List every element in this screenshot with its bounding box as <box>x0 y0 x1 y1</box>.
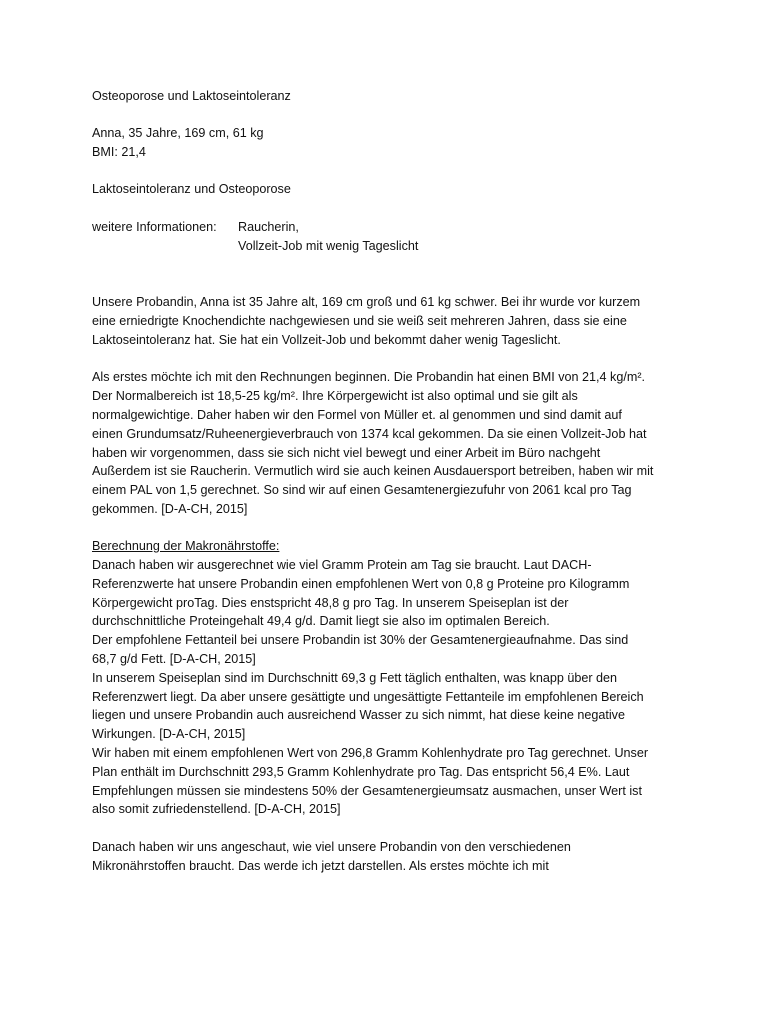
document-title: Osteoporose und Laktoseintoleranz <box>92 89 291 103</box>
profile-line-1: Anna, 35 Jahre, 169 cm, 61 kg <box>92 126 264 140</box>
para3-line: Der empfohlene Fettanteil bei unsere Probandin ist 30% der Gesamtenergieaufnahme. Das sind <box>92 633 629 647</box>
para1-line: Unsere Probandin, Anna ist 35 Jahre alt, 169 cm groß und 61 kg schwer. Bei ihr wurde vor kurzem <box>92 295 641 309</box>
para2-line: Außerdem ist sie Raucherin. Vermutlich wird sie auch keinen Ausdauersport betreiben, haben wir mit <box>92 464 654 478</box>
para2-line: Als erstes möchte ich mit den Rechnungen beginnen. Die Probandin hat einen BMI von 21,4 kg/m². <box>92 370 646 384</box>
para2-line: Der Normalbereich ist 18,5-25 kg/m². Ihre Körpergewicht ist also optimal und sie gilt als <box>92 389 578 403</box>
para3-line: Plan enthält im Durchschnitt 293,5 Gramm Kohlenhydrate pro Tag. Das entspricht 56,4 E%. Laut <box>92 765 630 779</box>
info-item-2: Vollzeit-Job mit wenig Tageslicht <box>238 239 419 253</box>
para2-line: normalgewichtige. Daher haben wir den Formel von Müller et. al genommen und sind damit auf <box>92 408 622 422</box>
para1-line: Laktoseintoleranz hat. Sie hat ein Vollzeit-Job und bekommt daher wenig Tageslicht. <box>92 333 561 347</box>
para2-line: gekommen. [D-A-CH, 2015] <box>92 502 248 516</box>
para4-line: Mikronährstoffen braucht. Das werde ich jetzt darstellen. Als erstes möchte ich mit <box>92 859 549 873</box>
para2-line: einen Grundumsatz/Ruheenergieverbrauch von 1374 kcal gekommen. Da sie einen Vollzeit-Job hat <box>92 427 647 441</box>
subtitle: Laktoseintoleranz und Osteoporose <box>92 182 291 196</box>
para3-line: Danach haben wir ausgerechnet wie viel Gramm Protein am Tag sie braucht. Laut DACH- <box>92 558 592 572</box>
para2-line: haben wir vorgenommen, dass sie sich nicht viel bewegt und einer Arbeit im Büro nachgeht <box>92 446 601 460</box>
para2-line: einem PAL von 1,5 gerechnet. So sind wir auf einen Gesamtenergiezufuhr von 2061 kcal pro Tag <box>92 483 632 497</box>
para3-line: Wirkungen. [D-A-CH, 2015] <box>92 727 246 741</box>
para3-line: also somit zufriedenstellend. [D-A-CH, 2015] <box>92 802 341 816</box>
para3-line: In unserem Speiseplan sind im Durchschnitt 69,3 g Fett täglich enthalten, was knapp über den <box>92 671 618 685</box>
info-label: weitere Informationen: <box>92 220 217 234</box>
profile-line-2: BMI: 21,4 <box>92 145 146 159</box>
info-item-1: Raucherin, <box>238 220 299 234</box>
macro-heading: Berechnung der Makronährstoffe: <box>92 539 280 553</box>
para3-line: Referenzwert liegt. Da aber unsere gesättigte und ungesättigte Fettanteile im empfohlenen Bereich <box>92 690 644 704</box>
para3-line: liegen und unsere Probandin auch ausreichend Wasser zu sich nimmt, hat diese keine negative <box>92 708 625 722</box>
para3-line: Referenzwerte hat unsere Probandin einen empfohlenen Wert von 0,8 g Proteine pro Kilogramm <box>92 577 630 591</box>
para3-line: 68,7 g/d Fett. [D-A-CH, 2015] <box>92 652 256 666</box>
para3-line: Körpergewicht proTag. Dies enstspricht 48,8 g pro Tag. In unserem Speiseplan ist der <box>92 596 569 610</box>
para3-line: Empfehlungen müssen sie mindestens 50% der Gesamtenergieumsatz ausmachen, unser Wert ist <box>92 784 642 798</box>
para3-line: durchschnittliche Proteingehalt 49,4 g/d. Damit liegt sie also im optimalen Bereich. <box>92 614 550 628</box>
para1-line: eine erniedrigte Knochendichte nachgewiesen und sie weiß seit mehreren Jahren, dass sie eine <box>92 314 627 328</box>
para4-line: Danach haben wir uns angeschaut, wie viel unsere Probandin von den verschiedenen <box>92 840 571 854</box>
para3-line: Wir haben mit einem empfohlenen Wert von 296,8 Gramm Kohlenhydrate pro Tag gerechnet. Unser <box>92 746 649 760</box>
